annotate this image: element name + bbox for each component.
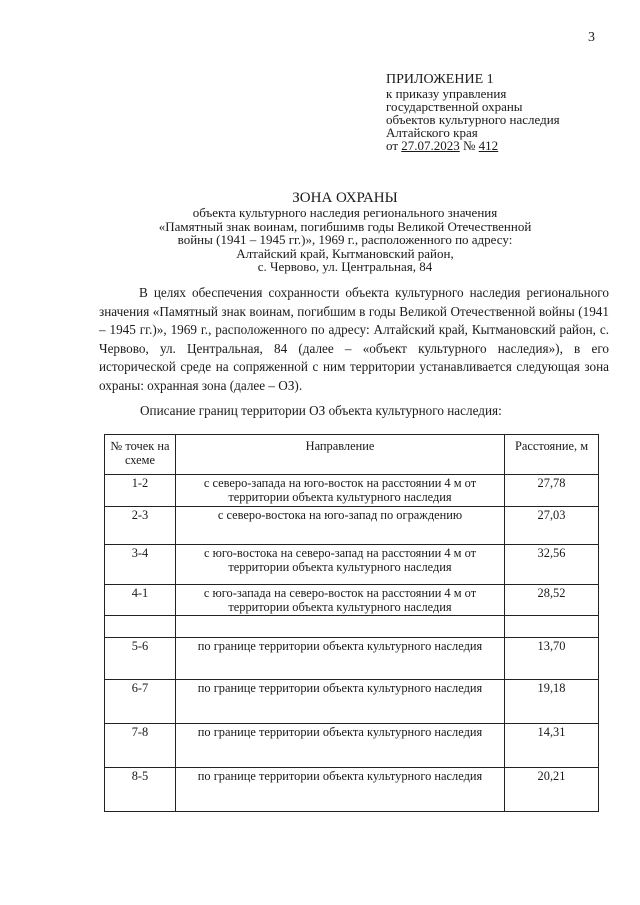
cell-points: 3-4 xyxy=(105,545,176,585)
cell-direction: по границе территории объекта культурного наследия xyxy=(176,724,505,768)
cell-points: 1-2 xyxy=(105,475,176,507)
cell-direction: по границе территории объекта культурного наследия xyxy=(176,638,505,680)
cell-distance: 27,78 xyxy=(505,475,599,507)
document-heading xyxy=(110,190,580,274)
table-row xyxy=(105,680,599,724)
cell-direction: с северо-запада на юго-восток на расстоянии 4 м от территории объекта культурного наследия xyxy=(176,475,505,507)
cell-distance: 14,31 xyxy=(505,724,599,768)
appendix-line: Алтайского края xyxy=(386,125,478,140)
appendix-line: государственной охраны xyxy=(386,99,523,114)
heading-main: ЗОНА ОХРАНЫ xyxy=(292,190,398,206)
cell-direction xyxy=(176,616,505,638)
order-number-prefix: № xyxy=(459,138,479,153)
table-row xyxy=(105,475,599,507)
appendix-line: объектов культурного наследия xyxy=(386,112,560,127)
cell-distance xyxy=(505,616,599,638)
cell-direction: по границе территории объекта культурного наследия xyxy=(176,768,505,812)
cell-direction: с юго-востока на северо-запад на расстоянии 4 м от территории объекта культурного наследия xyxy=(176,545,505,585)
heading-line: «Памятный знак воинам, погибшимв годы Великой Отечественной xyxy=(158,218,532,234)
order-prefix: от xyxy=(386,138,402,153)
cell-distance: 27,03 xyxy=(505,507,599,545)
boundary-table xyxy=(104,434,599,812)
heading-line: Алтайский край, Кытмановский район, xyxy=(236,245,454,261)
cell-points: 4-1 xyxy=(105,585,176,616)
table-row xyxy=(105,724,599,768)
table-header-row xyxy=(105,435,599,475)
header-direction: Направление xyxy=(176,435,505,475)
header-distance: Расстояние, м xyxy=(505,435,599,475)
cell-points xyxy=(105,616,176,638)
page-number: 3 xyxy=(588,30,595,45)
cell-distance: 28,52 xyxy=(505,585,599,616)
cell-points: 5-6 xyxy=(105,638,176,680)
cell-distance: 20,21 xyxy=(505,768,599,812)
heading-line: войны (1941 – 1945 гг.)», 1969 г., расположенного по адресу: xyxy=(177,232,513,247)
cell-distance: 32,56 xyxy=(505,545,599,585)
order-date: 27.07.2023 xyxy=(401,138,460,153)
order-line xyxy=(386,139,560,152)
appendix-block xyxy=(386,72,560,152)
table-row xyxy=(105,507,599,545)
table-row xyxy=(105,768,599,812)
table-row xyxy=(105,638,599,680)
cell-distance: 13,70 xyxy=(505,638,599,680)
order-number: 412 xyxy=(478,138,499,153)
table-row xyxy=(105,545,599,585)
cell-points: 7-8 xyxy=(105,724,176,768)
heading-line: с. Червово, ул. Центральная, 84 xyxy=(257,259,433,274)
table-row xyxy=(105,585,599,616)
table-row-empty xyxy=(105,616,599,638)
body-paragraph: В целях обеспечения сохранности объекта культурного наследия регионального значения «Памятный знак воинам, погибшим в годы Великой Отечественной войны (1941 – 1945 гг.)», 1969 г., расположенного по адресу: Алтайский край, Кытмановский район, с. Червово, ул. Центральная, 84 (далее – «объект культурного наследия»), в его исторической среде на сопряженной с ним территории устанавливается следующая зона охраны: охранная зона (далее – ОЗ). xyxy=(99,285,609,393)
cell-points: 6-7 xyxy=(105,680,176,724)
cell-direction: по границе территории объекта культурного наследия xyxy=(176,680,505,724)
appendix-line: к приказу управления xyxy=(386,86,507,101)
appendix-title: ПРИЛОЖЕНИЕ 1 xyxy=(386,72,494,87)
cell-points: 8-5 xyxy=(105,768,176,812)
cell-distance: 19,18 xyxy=(505,680,599,724)
cell-direction: с северо-востока на юго-запад по ограждению xyxy=(176,507,505,545)
table-caption: Описание границ территории ОЗ объекта культурного наследия: xyxy=(140,403,502,418)
heading-line: объекта культурного наследия регионального значения xyxy=(192,205,498,220)
cell-direction: с юго-запада на северо-восток на расстоянии 4 м от территории объекта культурного наследия xyxy=(176,585,505,616)
cell-points: 2-3 xyxy=(105,507,176,545)
header-points: № точек на схеме xyxy=(105,435,176,475)
